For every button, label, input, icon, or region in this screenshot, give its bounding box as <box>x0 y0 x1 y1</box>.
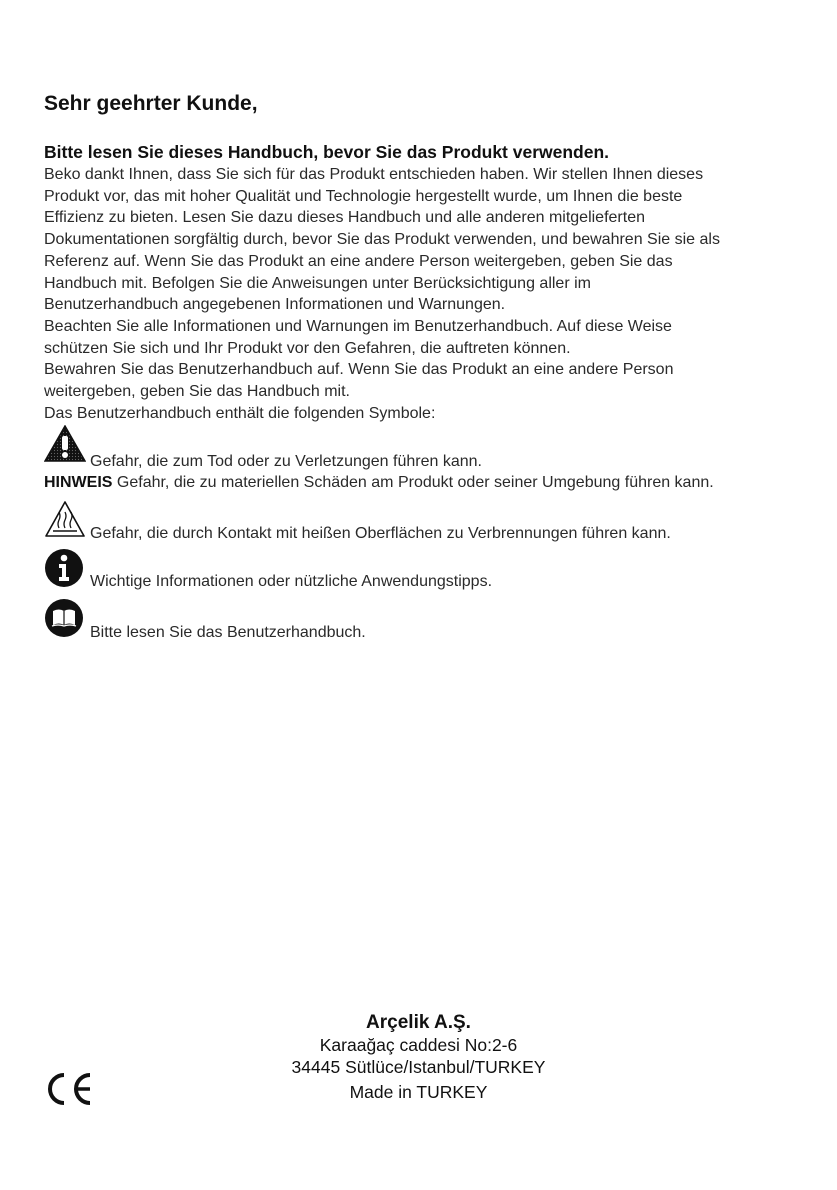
book-icon <box>44 598 84 643</box>
intro-paragraph-3 <box>44 359 824 402</box>
info-icon <box>44 548 84 593</box>
text-line: Benutzerhandbuch angegebenen Informationen und Warnungen. <box>44 296 506 314</box>
hot-surface-symbol-text: Gefahr, die durch Kontakt mit heißen Oberflächen zu Verbrennungen führen kann. <box>90 525 671 542</box>
intro-text <box>44 164 824 424</box>
ce-mark-icon <box>44 1072 96 1111</box>
manufacturer-address <box>0 1012 837 1103</box>
notice-label: HINWEIS <box>44 474 113 491</box>
text-line: Produkt vor, das mit hoher Qualität und Technologie hergestellt wurde, um Ihnen die beste <box>44 187 683 205</box>
made-in-label: Made in TURKEY <box>349 1082 488 1102</box>
danger-symbol-text: Gefahr, die zum Tod oder zu Verletzungen führen kann. <box>90 453 482 470</box>
read-manual-symbol-text: Bitte lesen Sie das Benutzerhandbuch. <box>90 624 366 641</box>
intro-paragraph-1 <box>44 164 824 316</box>
danger-warning-icon <box>44 425 86 468</box>
street-address: Karaağaç caddesi No:2-6 <box>319 1035 518 1055</box>
notice-symbol-text: Gefahr, die zu materiellen Schäden am Produkt oder seiner Umgebung führen kann. <box>112 474 714 491</box>
company-name: Arçelik A.Ş. <box>366 1012 471 1033</box>
text-line: Dokumentationen sorgfältig durch, bevor Sie das Produkt verwenden, und bewahren Sie sie als <box>44 231 720 249</box>
text-line: Effizienz zu bieten. Lesen Sie dazu dieses Handbuch und alle anderen mitgelieferten <box>44 209 645 227</box>
text-line: Beachten Sie alle Informationen und Warnungen im Benutzerhandbuch. Auf diese Weise <box>44 317 672 335</box>
greeting-heading: Sehr geehrter Kunde, <box>44 92 258 115</box>
instruction-subheading: Bitte lesen Sie dieses Handbuch, bevor Sie das Produkt verwenden. <box>44 142 610 162</box>
hot-surface-warning-icon <box>44 500 86 543</box>
text-line: Handbuch mit. Befolgen Sie die Anweisungen unter Berücksichtigung aller im <box>44 274 591 292</box>
text-line: schützen Sie sich und Ihr Produkt vor den Gefahren, die auftreten können. <box>44 339 571 357</box>
text-line: Beko dankt Ihnen, dass Sie sich für das Produkt entschieden haben. Wir stellen Ihnen dieses <box>44 166 704 183</box>
text-line: Bewahren Sie das Benutzerhandbuch auf. Wenn Sie das Produkt an eine andere Person <box>44 361 674 379</box>
intro-paragraph-4: Das Benutzerhandbuch enthält die folgenden Symbole: <box>44 404 436 422</box>
intro-paragraph-2 <box>44 316 824 359</box>
info-symbol-text: Wichtige Informationen oder nützliche Anwendungstipps. <box>90 573 493 590</box>
text-line: weitergeben, geben Sie das Handbuch mit. <box>44 383 350 401</box>
city-address: 34445 Sütlüce/Istanbul/TURKEY <box>291 1057 546 1077</box>
text-line: Referenz auf. Wenn Sie das Produkt an eine andere Person weitergeben, geben Sie das <box>44 252 673 270</box>
symbol-row-notice <box>44 474 714 492</box>
